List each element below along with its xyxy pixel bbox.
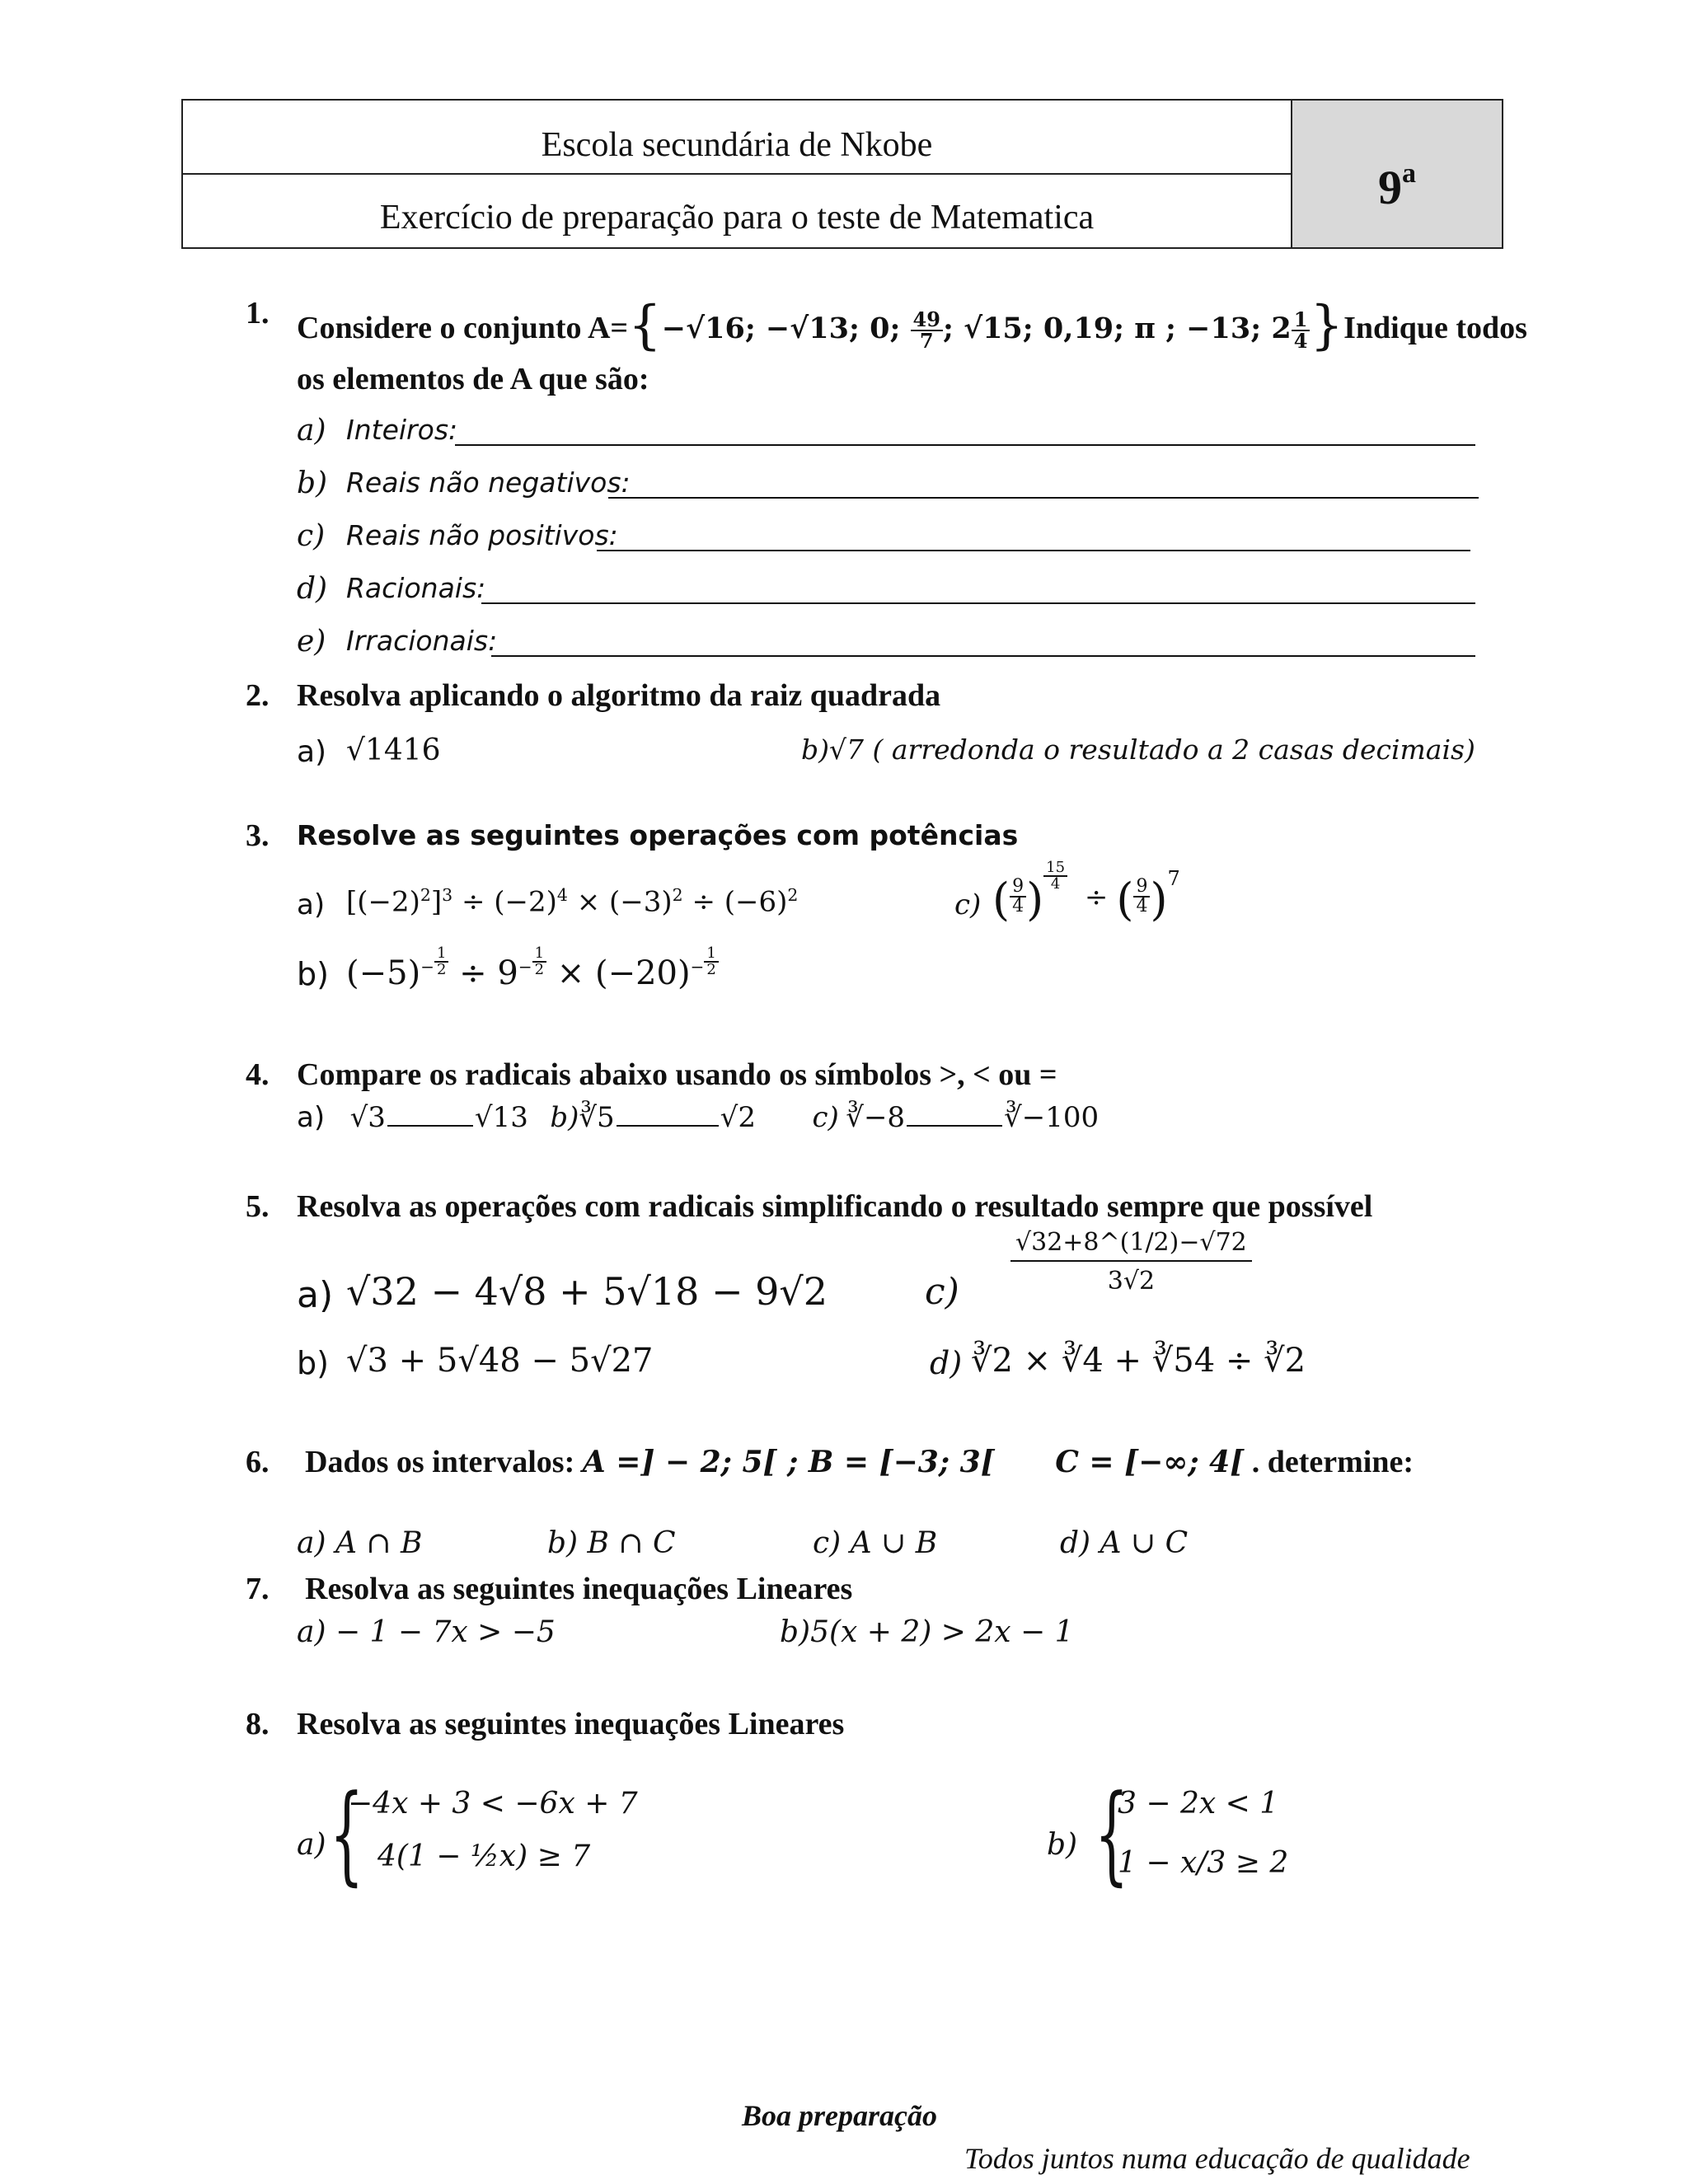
- q6-tail: . determine:: [1251, 1445, 1414, 1479]
- q1c-answer-line[interactable]: [597, 550, 1470, 551]
- q6-intervals: A =] − 2; 5[ ; B = [−3; 3[: [582, 1445, 995, 1479]
- exercise-title: Exercício de preparação para o teste de Matematica: [183, 175, 1292, 247]
- q5d-expr: ∛2 × ∛4 + ∛54 ÷ ∛2: [971, 1342, 1306, 1380]
- q7-title: Resolva as seguintes inequações Lineares: [305, 1572, 853, 1606]
- footer-motto: Todos juntos numa educação de qualidade: [964, 2142, 1470, 2175]
- q4-items: [297, 1101, 1099, 1134]
- q3b-expr: (−5)− $\frac{1}{2}$ ÷ 9− $\frac{1}{2}$ × (−20)− $\frac{1}{2}$: [346, 946, 719, 992]
- q1-statement: Considere o conjunto A={−√16; −√13; 0; $\frac{49}{7}$ ; √15; 0,19; π ; −13; 2 $\frac{1}{4}$ }Indique todos: [297, 295, 1527, 356]
- sign-off: Boa preparação: [742, 2099, 937, 2132]
- q1-number: 1.: [246, 296, 270, 330]
- q4b-left: ∛5: [579, 1101, 615, 1134]
- q1a-answer-line[interactable]: [455, 444, 1475, 446]
- q1b-letter: b): [297, 466, 328, 500]
- header-table: [181, 99, 1503, 249]
- q8-number: 8.: [246, 1707, 270, 1741]
- q4a-right: √13: [474, 1101, 528, 1134]
- q6-interval-c: C = [−∞; 4[: [1055, 1445, 1245, 1479]
- q3c-expr: ( $\frac{9}{4}$ ) $\frac{15}{4}$ ÷ ( $\frac{9}{4}$ )$^7$: [992, 859, 1180, 926]
- grade-badge: [1292, 101, 1502, 247]
- q4-number: 4.: [246, 1057, 270, 1092]
- q4b-letter: b): [550, 1101, 579, 1134]
- q5b-letter: b): [297, 1345, 329, 1381]
- q3a-expr: $[(-2)^2]^3 \div (-2)^4 \times (-3)^2 \div (-6)^2$: [346, 885, 799, 919]
- q1d-label: Racionais:: [346, 572, 486, 604]
- q2b-expr: b)√7 ( arredonda o resultado a 2 casas decimais): [801, 733, 1475, 766]
- q1b-label: Reais não negativos:: [346, 466, 631, 499]
- q1d-letter: d): [297, 572, 328, 606]
- q3b-letter: b): [297, 956, 329, 992]
- q4b-right: √2: [720, 1101, 756, 1134]
- q4c-blank[interactable]: [907, 1125, 1002, 1127]
- q5c-numerator: √32+8^(1/2)−√72: [1010, 1228, 1252, 1262]
- q8a-brace: {: [330, 1771, 364, 1896]
- q2a-expr: √1416: [346, 733, 441, 767]
- q8a-line1: −4x + 3 < −6x + 7: [348, 1787, 638, 1821]
- q1-set: −√16; −√13; 0; $\frac{49}{7}$ ; √15; 0,19; π ; −13; 2 $\frac{1}{4}$: [662, 312, 1311, 345]
- q6b: b) B ∩ C: [547, 1526, 676, 1560]
- q4c-right: ∛−100: [1004, 1101, 1100, 1134]
- q5b-expr: √3 + 5√48 − 5√27: [346, 1342, 654, 1380]
- q8a-line2: 4(1 − ½x) ≥ 7: [377, 1840, 591, 1873]
- q1d-answer-line[interactable]: [481, 602, 1475, 604]
- q4-title: Compare os radicais abaixo usando os símbolos >, < ou =: [297, 1057, 1057, 1092]
- q4a-left: √3: [349, 1101, 386, 1134]
- q7-number: 7.: [246, 1572, 270, 1606]
- grade-number: 9: [1378, 161, 1402, 214]
- q1-outro: Indique todos: [1343, 311, 1527, 345]
- q1c-letter: c): [297, 519, 326, 553]
- q3c-letter: c): [954, 888, 982, 921]
- q8b-line1: 3 − 2x < 1: [1118, 1787, 1279, 1821]
- q3-number: 3.: [246, 818, 270, 853]
- q6-title: Dados os intervalos:: [305, 1445, 575, 1479]
- grade-suffix: a: [1402, 158, 1416, 189]
- q7b-expr: b)5(x + 2) > 2x − 1: [780, 1615, 1074, 1649]
- q8b-letter: b): [1047, 1828, 1078, 1862]
- q1-line2: os elementos de A que são:: [297, 362, 649, 396]
- q1b-answer-line[interactable]: [608, 497, 1479, 499]
- q1c-label: Reais não positivos:: [346, 519, 618, 551]
- q1a-letter: a): [297, 414, 326, 448]
- q5a-letter: a): [297, 1274, 334, 1316]
- q4a-blank[interactable]: [387, 1125, 473, 1127]
- q3a-letter: a): [297, 888, 326, 921]
- q5d-letter: d): [930, 1345, 963, 1381]
- q5c-letter: c): [925, 1271, 959, 1313]
- q1a-label: Inteiros:: [346, 414, 458, 446]
- q5c-denominator: 3√2: [1107, 1267, 1156, 1296]
- q2a-letter: a): [297, 735, 327, 769]
- q6a: a) A ∩ B: [297, 1526, 423, 1560]
- q4c-letter: c): [812, 1101, 839, 1134]
- q6c: c) A ∪ B: [813, 1526, 938, 1560]
- q5-number: 5.: [246, 1189, 270, 1224]
- q1-intro: Considere o conjunto A=: [297, 311, 629, 345]
- q8b-line2: 1 − x/3 ≥ 2: [1118, 1846, 1289, 1880]
- q4c-left: ∛−8: [846, 1101, 906, 1134]
- q5-title: Resolva as operações com radicais simplificando o resultado sempre que possível: [297, 1189, 1373, 1224]
- q8a-letter: a): [297, 1828, 326, 1862]
- q1e-letter: e): [297, 625, 326, 658]
- q8-title: Resolva as seguintes inequações Lineares: [297, 1707, 845, 1741]
- school-name: Escola secundária de Nkobe: [183, 101, 1292, 175]
- q8b-brace: {: [1095, 1771, 1129, 1896]
- q5c-fraction: [1010, 1228, 1252, 1296]
- q6d: d) A ∪ C: [1060, 1526, 1189, 1560]
- q6-number: 6.: [246, 1445, 270, 1479]
- q5a-expr: √32 − 4√8 + 5√18 − 9√2: [346, 1269, 828, 1314]
- q6-statement: [305, 1444, 1414, 1480]
- q3-title: Resolve as seguintes operações com potências: [297, 819, 1019, 851]
- q4b-blank[interactable]: [617, 1125, 719, 1127]
- q7a-expr: a) − 1 − 7x > −5: [297, 1615, 556, 1649]
- q2-title: Resolva aplicando o algoritmo da raiz quadrada: [297, 678, 941, 713]
- q4a-letter: a): [297, 1101, 326, 1134]
- q2-number: 2.: [246, 678, 270, 713]
- q1e-label: Irracionais:: [346, 625, 498, 657]
- q1e-answer-line[interactable]: [491, 655, 1475, 657]
